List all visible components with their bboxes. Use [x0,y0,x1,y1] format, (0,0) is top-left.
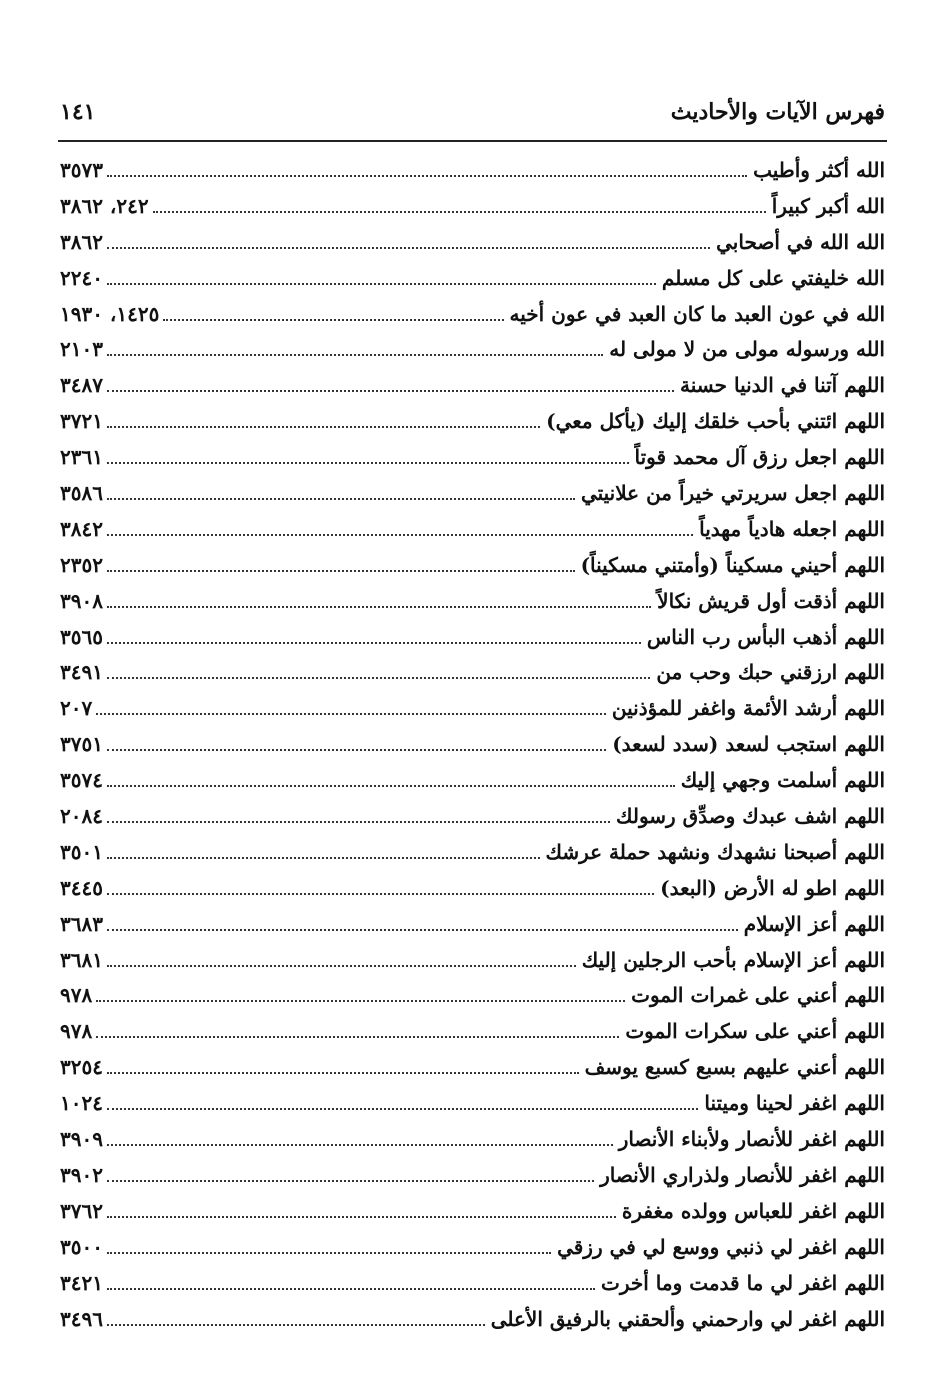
index-entry [60,907,885,943]
dot-leader [107,1072,579,1074]
entry-reference-number: ٣٢٥٤ [60,1055,103,1080]
entry-reference-number: ٣٤٢١ [60,1270,103,1295]
dot-leader [107,390,674,392]
index-entry-list [60,153,885,1337]
entry-text: اللهم اغفر لحينا وميتنا [704,1091,885,1116]
entry-text: اللهم اجعل سريرتي خيراً من علانيتي [580,481,885,506]
entry-text: اللهم اغفر لي وارحمني وألحقني بالرفيق الأعلى [490,1306,885,1331]
dot-leader [107,426,540,428]
entry-reference-number: ٣٥٧٣ [60,158,103,182]
dot-leader [107,283,656,285]
entry-reference-number: ٣٩٠٢ [60,1162,103,1187]
index-entry [60,1086,885,1122]
index-entry [60,368,885,404]
entry-text: اللهم اجعل رزق آل محمد قوتاً [634,445,885,470]
index-entry [60,297,885,333]
dot-leader [107,1216,616,1218]
entry-text: اللهم اشف عبدك وصدِّق رسولك [616,804,885,829]
page-header [60,92,885,132]
entry-reference-number: ٣٤٤٥ [60,875,103,900]
entry-reference-number: ٣٥٦٥ [60,624,103,649]
entry-reference-number: ٣٩٠٩ [60,1127,103,1152]
page-title: فهرس الآيات والأحاديث [670,99,885,125]
entry-reference-number: ٣٥٨٦ [60,481,103,506]
entry-text: الله في عون العبد ما كان العبد في عون أخيه [509,301,885,326]
entry-text: اللهم اغفر لي ما قدمت وما أخرت [601,1270,885,1295]
entry-reference-number: ٣٧٢١ [60,409,103,434]
entry-reference-number: ٣٧٥١ [60,732,103,757]
index-entry [60,189,885,225]
entry-text: الله ورسوله مولى من لا مولى له [609,337,885,362]
dot-leader [107,534,693,536]
dot-leader [107,247,710,249]
entry-reference-number: ٣٩٠٨ [60,588,103,613]
index-entry [60,978,885,1014]
dot-leader [107,1180,594,1182]
entry-text: اللهم أذهب البأس رب الناس [646,624,885,649]
entry-reference-number: ٣٨٦٢ [60,229,103,254]
entry-text: اللهم أرشد الأئمة واغفر للمؤذنين [611,696,885,721]
dot-leader [107,175,747,177]
dot-leader [107,749,606,751]
entry-reference-number: ٣٥٠٠ [60,1234,103,1259]
dot-leader [107,965,576,967]
entry-text: اللهم اغفر لي ذنبي ووسع لي في رزقي [557,1234,885,1259]
entry-text: اللهم اغفر للعباس وولده مغفرة [621,1198,885,1223]
entry-text: اللهم ائتني بأحب خلقك إليك (يأكل معي) [546,409,885,434]
dot-leader [107,642,641,644]
index-entry [60,871,885,907]
entry-text: اللهم اجعله هادياً مهدياً [699,516,885,541]
entry-reference-number: ٣٤٩١ [60,660,103,685]
dot-leader [107,606,651,608]
index-entry [60,1158,885,1194]
index-entry [60,584,885,620]
index-entry [60,261,885,297]
entry-text: الله أكبر كبيراً [771,193,885,218]
entry-reference-number: ٣٤٨٧ [60,373,103,398]
index-entry [60,727,885,763]
index-entry [60,799,885,835]
index-entry [60,835,885,871]
index-entry [60,691,885,727]
entry-reference-number: ٢٠٧ [60,696,93,721]
index-entry [60,1050,885,1086]
dot-leader [107,1288,595,1290]
index-entry [60,1230,885,1266]
entry-text: اللهم ارزقني حبك وحب من [656,660,885,685]
index-entry [60,225,885,261]
dot-leader [96,1000,625,1002]
dot-leader [107,1144,613,1146]
entry-reference-number: ٣٨٤٢ [60,516,103,541]
entry-text: اللهم اطو له الأرض (البعد) [660,875,885,900]
dot-leader [96,713,606,715]
entry-text: اللهم أصبحنا نشهدك ونشهد حملة عرشك [545,839,885,864]
entry-reference-number: ٢٣٥٢ [60,552,103,577]
entry-text: اللهم اغفر للأنصار ولأبناء الأنصار [618,1127,885,1152]
entry-reference-number: ٣٦٨١ [60,947,103,972]
entry-text: اللهم أعز الإسلام [743,911,885,936]
entry-text: اللهم اغفر للأنصار ولذراري الأنصار [600,1162,885,1187]
entry-text: الله الله في أصحابي [716,229,885,254]
entry-text: اللهم أحيني مسكيناً (وأمتني مسكيناً) [580,552,885,577]
entry-reference-number: ٢٤٢، ٣٨٦٢ [60,193,149,218]
dot-leader [107,570,575,572]
entry-text: اللهم أعز الإسلام بأحب الرجلين إليك [581,947,885,972]
dot-leader [107,785,675,787]
index-entry [60,1014,885,1050]
index-entry [60,620,885,656]
entry-reference-number: ٣٧٦٢ [60,1198,103,1223]
index-entry [60,332,885,368]
index-entry [60,1266,885,1302]
index-entry [60,1194,885,1230]
entry-reference-number: ٩٧٨ [60,983,93,1008]
dot-leader [163,319,503,321]
dot-leader [107,354,603,356]
header-divider [58,140,887,142]
dot-leader [107,1108,698,1110]
dot-leader [153,211,766,213]
index-entry [60,655,885,691]
entry-text: اللهم أسلمت وجهي إليك [680,768,885,793]
entry-text: الله أكثر وأطيب [753,158,885,182]
page-number: ١٤١ [60,99,96,125]
index-entry [60,476,885,512]
dot-leader [107,462,629,464]
entry-reference-number: ٣٤٩٦ [60,1306,103,1331]
entry-text: اللهم أعني على سكرات الموت [625,1019,885,1044]
entry-reference-number: ٣٥٧٤ [60,768,103,793]
entry-text: اللهم آتنا في الدنيا حسنة [680,373,885,398]
entry-text: الله خليفتي على كل مسلم [661,265,885,290]
entry-text: اللهم استجب لسعد (سدد لسعد) [612,732,885,757]
index-entry [60,153,885,189]
dot-leader [107,821,610,823]
dot-leader [107,929,738,931]
entry-reference-number: ٩٧٨ [60,1019,93,1044]
index-entry [60,943,885,979]
entry-reference-number: ٣٦٨٣ [60,911,103,936]
dot-leader [96,1036,619,1038]
entry-text: اللهم أعني عليهم بسبع كسبع يوسف [584,1055,885,1080]
entry-text: اللهم أذقت أول قريش نكالاً [657,588,885,613]
dot-leader [107,893,654,895]
index-entry [60,512,885,548]
entry-reference-number: ٣٥٠١ [60,839,103,864]
entry-reference-number: ٢٣٦١ [60,445,103,470]
index-entry [60,1122,885,1158]
dot-leader [107,857,540,859]
index-entry [60,404,885,440]
entry-reference-number: ١٠٢٤ [60,1091,103,1116]
index-entry [60,548,885,584]
dot-leader [107,677,650,679]
index-entry [60,440,885,476]
dot-leader [107,1324,485,1326]
entry-reference-number: ١٤٢٥، ١٩٣٠ [60,301,160,326]
entry-text: اللهم أعني على غمرات الموت [631,983,885,1008]
index-entry [60,1302,885,1338]
entry-reference-number: ٢٢٤٠ [60,265,103,290]
dot-leader [107,498,575,500]
entry-reference-number: ٢١٠٣ [60,337,103,362]
index-entry [60,763,885,799]
dot-leader [107,1252,551,1254]
entry-reference-number: ٢٠٨٤ [60,804,103,829]
